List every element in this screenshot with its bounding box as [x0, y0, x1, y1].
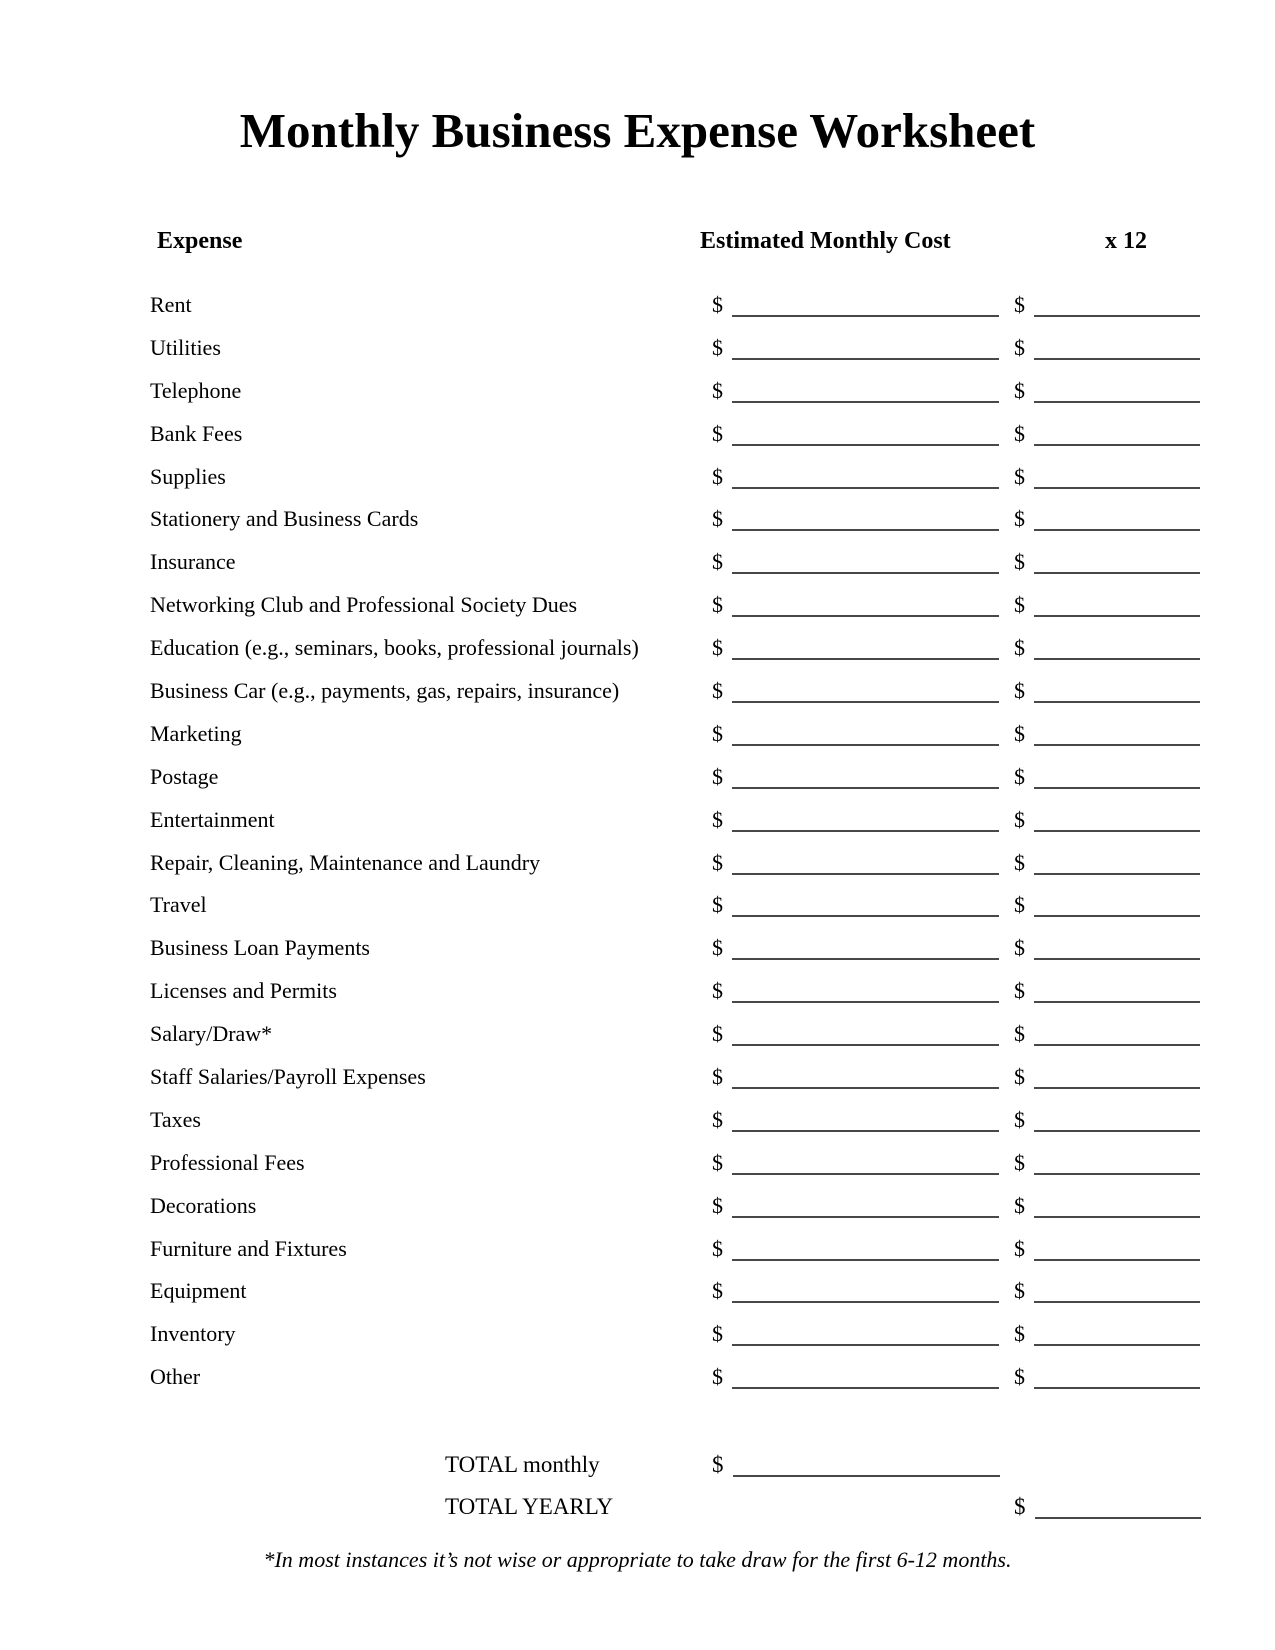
- dollar-sign: $: [712, 463, 723, 489]
- yearly-amount-field[interactable]: [1034, 1130, 1200, 1132]
- monthly-amount-field[interactable]: [732, 401, 999, 403]
- dollar-sign: $: [712, 1064, 723, 1090]
- table-row: [150, 1270, 1210, 1313]
- dollar-sign: $: [712, 1278, 723, 1304]
- yearly-amount-field[interactable]: [1034, 1044, 1200, 1046]
- monthly-amount-field[interactable]: [732, 915, 999, 917]
- dollar-sign: $: [712, 1235, 723, 1261]
- expense-label: Other: [150, 1364, 201, 1390]
- table-row: [150, 1228, 1210, 1271]
- table-row: [150, 970, 1210, 1013]
- column-header-estimated-monthly-cost: Estimated Monthly Cost: [700, 228, 951, 254]
- table-row: [150, 884, 1210, 927]
- dollar-sign: $: [712, 549, 723, 575]
- table-row: [150, 1356, 1210, 1399]
- monthly-amount-field[interactable]: [732, 1173, 999, 1175]
- expense-label: Entertainment: [150, 806, 275, 832]
- expense-label: Staff Salaries/Payroll Expenses: [150, 1064, 426, 1090]
- monthly-amount-field[interactable]: [732, 1216, 999, 1218]
- table-row: [150, 627, 1210, 670]
- dollar-sign: $: [712, 892, 723, 918]
- expense-label: Equipment: [150, 1278, 247, 1304]
- table-row: [150, 498, 1210, 541]
- expense-label: Salary/Draw*: [150, 1021, 273, 1047]
- dollar-sign: $: [1014, 763, 1025, 789]
- expense-label: Business Car (e.g., payments, gas, repairs, insurance): [150, 678, 620, 704]
- monthly-amount-field[interactable]: [732, 658, 999, 660]
- expense-rows: [150, 284, 1210, 1399]
- dollar-sign: $: [712, 334, 723, 360]
- monthly-amount-field[interactable]: [732, 529, 999, 531]
- dollar-sign: $: [712, 1321, 723, 1347]
- monthly-amount-field[interactable]: [732, 744, 999, 746]
- yearly-amount-field[interactable]: [1034, 1387, 1200, 1389]
- dollar-sign: $: [1014, 1321, 1025, 1347]
- expense-label: Travel: [150, 892, 207, 918]
- table-row: [150, 1013, 1210, 1056]
- dollar-sign: $: [1014, 377, 1025, 403]
- dollar-sign: $: [712, 1106, 723, 1132]
- monthly-amount-field[interactable]: [732, 1087, 999, 1089]
- table-row: [150, 927, 1210, 970]
- dollar-sign: $: [712, 720, 723, 746]
- monthly-amount-field[interactable]: [732, 873, 999, 875]
- table-row: [150, 756, 1210, 799]
- monthly-amount-field[interactable]: [732, 572, 999, 574]
- monthly-amount-field[interactable]: [732, 1301, 999, 1303]
- total-yearly-amount-field[interactable]: [1035, 1517, 1201, 1519]
- monthly-amount-field[interactable]: [732, 958, 999, 960]
- table-row: [150, 284, 1210, 327]
- dollar-sign: $: [712, 806, 723, 832]
- yearly-amount-field[interactable]: [1034, 1001, 1200, 1003]
- yearly-amount-field[interactable]: [1034, 401, 1200, 403]
- monthly-amount-field[interactable]: [732, 787, 999, 789]
- total-yearly-row: [445, 1485, 1201, 1528]
- yearly-amount-field[interactable]: [1034, 1301, 1200, 1303]
- monthly-amount-field[interactable]: [732, 615, 999, 617]
- expense-label: Stationery and Business Cards: [150, 506, 419, 532]
- yearly-amount-field[interactable]: [1034, 873, 1200, 875]
- expense-label: Networking Club and Professional Society Dues: [150, 592, 578, 618]
- dollar-sign: $: [712, 377, 723, 403]
- table-row: [150, 1313, 1210, 1356]
- table-row: [150, 1185, 1210, 1228]
- dollar-sign: $: [712, 1192, 723, 1218]
- dollar-sign: $: [1014, 549, 1025, 575]
- dollar-sign: $: [1014, 292, 1025, 317]
- monthly-amount-field[interactable]: [732, 487, 999, 489]
- yearly-amount-field[interactable]: [1034, 529, 1200, 531]
- dollar-sign: $: [1014, 892, 1025, 918]
- dollar-sign: $: [712, 849, 723, 875]
- yearly-amount-field[interactable]: [1034, 572, 1200, 574]
- dollar-sign: $: [1014, 463, 1025, 489]
- dollar-sign: $: [1014, 334, 1025, 360]
- dollar-sign: $: [712, 978, 723, 1004]
- dollar-sign: $: [1014, 1494, 1026, 1519]
- yearly-amount-field[interactable]: [1034, 1087, 1200, 1089]
- expense-label: Bank Fees: [150, 420, 243, 446]
- table-row: [150, 670, 1210, 713]
- yearly-amount-field[interactable]: [1034, 1259, 1200, 1261]
- yearly-amount-field[interactable]: [1034, 787, 1200, 789]
- dollar-sign: $: [1014, 849, 1025, 875]
- dollar-sign: $: [1014, 420, 1025, 446]
- table-row: [150, 456, 1210, 499]
- column-headers: [0, 228, 1275, 262]
- dollar-sign: $: [712, 635, 723, 661]
- dollar-sign: $: [1014, 678, 1025, 704]
- total-monthly-label: TOTAL monthly: [445, 1452, 600, 1477]
- dollar-sign: $: [1014, 1064, 1025, 1090]
- expense-label: Decorations: [150, 1192, 257, 1218]
- monthly-amount-field[interactable]: [732, 701, 999, 703]
- expense-label: Rent: [150, 292, 192, 317]
- dollar-sign: $: [1014, 1235, 1025, 1261]
- yearly-amount-field[interactable]: [1034, 658, 1200, 660]
- expense-label: Utilities: [150, 334, 221, 360]
- dollar-sign: $: [712, 763, 723, 789]
- monthly-amount-field[interactable]: [732, 1344, 999, 1346]
- expense-label: Inventory: [150, 1321, 236, 1347]
- expense-label: Repair, Cleaning, Maintenance and Laundry: [150, 849, 541, 875]
- yearly-amount-field[interactable]: [1034, 487, 1200, 489]
- yearly-amount-field[interactable]: [1034, 830, 1200, 832]
- yearly-amount-field[interactable]: [1034, 1344, 1200, 1346]
- dollar-sign: $: [712, 1364, 723, 1390]
- dollar-sign: $: [712, 1452, 724, 1477]
- dollar-sign: $: [712, 1149, 723, 1175]
- monthly-amount-field[interactable]: [732, 1001, 999, 1003]
- monthly-amount-field[interactable]: [732, 358, 999, 360]
- monthly-amount-field[interactable]: [732, 1259, 999, 1261]
- dollar-sign: $: [1014, 592, 1025, 618]
- dollar-sign: $: [712, 292, 723, 317]
- monthly-amount-field[interactable]: [732, 1044, 999, 1046]
- column-header-x12: x 12: [1105, 228, 1147, 254]
- dollar-sign: $: [1014, 635, 1025, 661]
- yearly-amount-field[interactable]: [1034, 358, 1200, 360]
- yearly-amount-field[interactable]: [1034, 915, 1200, 917]
- yearly-amount-field[interactable]: [1034, 701, 1200, 703]
- expense-label: Education (e.g., seminars, books, professional journals): [150, 635, 639, 661]
- dollar-sign: $: [712, 506, 723, 532]
- dollar-sign: $: [712, 678, 723, 704]
- yearly-amount-field[interactable]: [1034, 1216, 1200, 1218]
- yearly-amount-field[interactable]: [1034, 444, 1200, 446]
- dollar-sign: $: [712, 935, 723, 961]
- expense-label: Taxes: [150, 1106, 201, 1132]
- monthly-amount-field[interactable]: [732, 1130, 999, 1132]
- total-monthly-row: [445, 1443, 1000, 1486]
- yearly-amount-field[interactable]: [1034, 615, 1200, 617]
- monthly-amount-field[interactable]: [732, 315, 999, 317]
- page-title: Monthly Business Expense Worksheet: [239, 103, 1036, 158]
- expense-label: Business Loan Payments: [150, 935, 370, 961]
- dollar-sign: $: [712, 592, 723, 618]
- dollar-sign: $: [712, 1021, 723, 1047]
- dollar-sign: $: [1014, 1364, 1025, 1390]
- footnote: *In most instances it’s not wise or appropriate to take draw for the first 6-12 months.: [263, 1547, 1012, 1572]
- table-row: [150, 584, 1210, 627]
- dollar-sign: $: [1014, 1106, 1025, 1132]
- expense-label: Professional Fees: [150, 1149, 305, 1175]
- table-row: [150, 842, 1210, 885]
- dollar-sign: $: [712, 420, 723, 446]
- total-yearly-label: TOTAL YEARLY: [445, 1494, 614, 1519]
- yearly-amount-field[interactable]: [1034, 1173, 1200, 1175]
- dollar-sign: $: [1014, 1278, 1025, 1304]
- monthly-amount-field[interactable]: [732, 444, 999, 446]
- dollar-sign: $: [1014, 935, 1025, 961]
- expense-label: Furniture and Fixtures: [150, 1235, 347, 1261]
- table-row: [150, 1099, 1210, 1142]
- table-row: [150, 413, 1210, 456]
- monthly-amount-field[interactable]: [732, 830, 999, 832]
- table-row: [150, 370, 1210, 413]
- dollar-sign: $: [1014, 978, 1025, 1004]
- dollar-sign: $: [1014, 720, 1025, 746]
- dollar-sign: $: [1014, 806, 1025, 832]
- dollar-sign: $: [1014, 1149, 1025, 1175]
- expense-label: Telephone: [150, 377, 242, 403]
- total-monthly-amount-field[interactable]: [733, 1475, 1000, 1477]
- yearly-amount-field[interactable]: [1034, 958, 1200, 960]
- expense-label: Licenses and Permits: [150, 978, 337, 1004]
- table-row: [150, 713, 1210, 756]
- table-row: [150, 327, 1210, 370]
- table-row: [150, 1056, 1210, 1099]
- yearly-amount-field[interactable]: [1034, 315, 1200, 317]
- expense-label: Postage: [150, 763, 219, 789]
- dollar-sign: $: [1014, 506, 1025, 532]
- dollar-sign: $: [1014, 1021, 1025, 1047]
- dollar-sign: $: [1014, 1192, 1025, 1218]
- monthly-amount-field[interactable]: [732, 1387, 999, 1389]
- table-row: [150, 1142, 1210, 1185]
- expense-label: Insurance: [150, 549, 236, 575]
- table-row: [150, 541, 1210, 584]
- expense-label: Supplies: [150, 463, 226, 489]
- yearly-amount-field[interactable]: [1034, 744, 1200, 746]
- column-header-expense: Expense: [157, 228, 243, 254]
- table-row: [150, 799, 1210, 842]
- expense-label: Marketing: [150, 720, 242, 746]
